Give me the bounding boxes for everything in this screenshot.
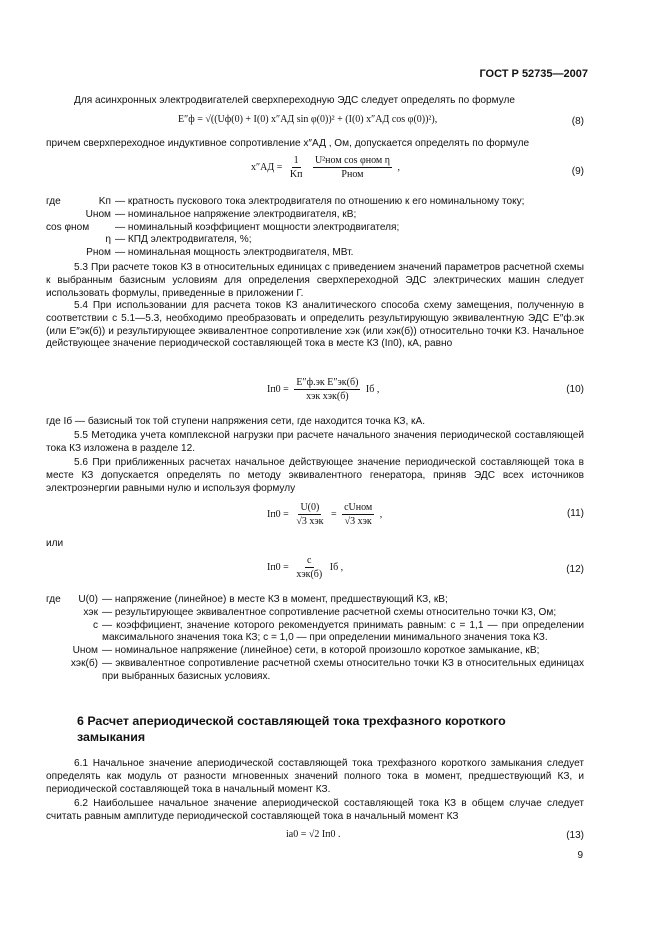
equation-11-fraction-a xyxy=(294,502,325,527)
legend-row xyxy=(46,196,584,209)
legend-symbol: xэк xyxy=(83,606,98,618)
equation-9-fraction-b xyxy=(313,155,392,180)
equation-11 xyxy=(267,502,382,527)
legend-text: — результирующее эквивалентное сопротивление расчетной схемы относительно точки КЗ, Ом; xyxy=(102,606,557,618)
legend-symbol: Pном xyxy=(86,247,111,259)
equation-10 xyxy=(267,377,379,402)
paragraph-5-4: 5.4 При использовании для расчета токов КЗ аналитического способа схему замещения, полученную в соответствии с 5.1—5.3, необходимо преобразовать и определить результирующую эквивалентную ЭДС E″ф.эк (или E″эк(б)) и результирующее эквивалентное сопротивление xэк (или xэк(б)) относительно точки КЗ. Начальное действующее значение периодической составляющей тока в месте КЗ (Iп0), кА, равно xyxy=(46,300,584,350)
legend-text: — номинальное напряжение (линейное) сети, в которой произошло короткое замыкание, кВ; xyxy=(102,645,540,657)
legend-motor-parameters xyxy=(46,196,584,260)
equation-9-lhs: x″АД = xyxy=(251,161,283,173)
equation-number-10: (10) xyxy=(566,384,584,395)
paragraph-6-1: 6.1 Начальное значение апериодической составляющей тока трехфазного короткого замыкания следует определять как модуль от разности мгновенных значений полного тока в момент, предшествующий КЗ, и периодической составляющей тока в начальный момент КЗ. xyxy=(46,758,584,795)
equation-11-equals: = xyxy=(330,508,337,520)
legend-text: — кратность пускового тока электродвигателя по отношению к его номинальному току; xyxy=(115,196,525,207)
equation-11-fraction-a-denominator: √3 xэк xyxy=(296,516,324,527)
legend-symbol: xэк(б) xyxy=(70,657,98,669)
equation-11-tail: , xyxy=(379,508,383,520)
legend-text: — напряжение (линейное) в месте КЗ в момент, предшествующий КЗ, кВ; xyxy=(102,594,448,605)
legend-symbol: η xyxy=(105,234,111,246)
equation-number-13: (13) xyxy=(566,830,584,841)
paragraph-reactance-intro: причем сверхпереходное индуктивное сопротивление x″АД , Ом, допускается определять по формуле xyxy=(46,138,530,149)
paragraph-emf-intro: Для асинхронных электродвигателей сверхпереходную ЭДС следует определять по формуле xyxy=(74,95,516,106)
document-header: ГОСТ Р 52735—2007 xyxy=(479,68,588,80)
equation-12-denominator: xэк(б) xyxy=(296,569,323,580)
legend-equivalent-generator xyxy=(46,594,584,684)
legend-text: — эквивалентное сопротивление расчетной схемы относительно точки КЗ в относительных единицах при выбранных базисных условиях. xyxy=(102,657,584,682)
equation-10-numerator: E″ф.эк E″эк(б) xyxy=(296,377,359,388)
equation-9 xyxy=(251,155,400,180)
legend-row xyxy=(46,620,584,646)
equation-9-fraction-a xyxy=(288,155,305,180)
equation-9-tail: , xyxy=(397,161,400,173)
legend-text: — номинальное напряжение электродвигателя, кВ; xyxy=(115,208,357,220)
legend-symbol: Uном xyxy=(85,208,111,220)
legend-row xyxy=(46,607,584,620)
legend-prefix xyxy=(46,607,70,620)
legend-row xyxy=(46,645,584,658)
equation-9-fraction-b-numerator: U²ном cos φном η xyxy=(314,155,390,166)
equation-11-fraction-b xyxy=(342,502,374,527)
legend-prefix xyxy=(46,658,70,684)
paragraph-6-2: 6.2 Наибольшее начальное значение апериодической составляющей тока КЗ в общем случае следует считать равным амплитуде периодической составляющей тока в начальный момент КЗ xyxy=(46,798,584,822)
legend-prefix xyxy=(46,247,70,260)
legend-symbol: c xyxy=(92,619,98,631)
equation-12 xyxy=(267,555,343,580)
equation-12-fraction xyxy=(294,555,324,580)
equation-12-lhs: Iп0 = xyxy=(267,561,289,573)
paragraph-base-current: где Iб — базисный ток той ступени напряжения сети, где находится точка КЗ, кА. xyxy=(46,416,426,427)
legend-row xyxy=(46,594,584,607)
equation-9-fraction-a-numerator: 1 xyxy=(293,155,299,166)
equation-10-tail: Iб , xyxy=(365,383,380,395)
legend-prefix xyxy=(46,209,70,222)
paragraph-5-6: 5.6 При приближенных расчетах начальное действующее значение периодической составляющей тока в месте КЗ допускается определять по методу эквивалентного генератора, приняв ЭДС всех источников электроэнергии равными нулю и используя формулу xyxy=(46,457,584,494)
equation-11-fraction-b-denominator: √3 xэк xyxy=(344,516,372,527)
legend-symbol: Uном xyxy=(72,645,98,657)
legend-row xyxy=(46,209,584,222)
equation-11-fraction-b-numerator: cUном xyxy=(344,502,373,513)
paragraph-5-3: 5.3 При расчете токов КЗ в относительных единицах с приведением значений параметров расчетной схемы к выбранным базисным условиям для определения сверхпереходной ЭДС электрических машин следует использовать формулы, приведенные в приложении Г. xyxy=(46,262,584,299)
equation-12-numerator: c xyxy=(307,555,312,566)
legend-row xyxy=(46,658,584,684)
legend-row xyxy=(46,234,584,247)
legend-prefix xyxy=(46,645,70,658)
paragraph-or: или xyxy=(46,538,64,549)
equation-10-denominator: xэк xэк(б) xyxy=(306,391,349,402)
legend-prefix: где xyxy=(46,594,61,605)
equation-10-lhs: Iп0 = xyxy=(267,383,289,395)
equation-12-tail: Iб , xyxy=(329,561,344,573)
legend-text: — КПД электродвигателя, %; xyxy=(115,234,252,246)
legend-symbol: cos φном xyxy=(46,221,90,233)
equation-number-8: (8) xyxy=(571,116,584,127)
equation-number-9: (9) xyxy=(571,166,584,177)
legend-symbol: Kп xyxy=(98,196,111,207)
equation-10-fraction xyxy=(294,377,360,402)
legend-text: — коэффициент, значение которого рекомендуется принимать равным: c = 1,1 — при определении максимального значения тока КЗ; c = 1,0 — при определении минимального значения тока КЗ. xyxy=(102,619,584,644)
equation-13: iа0 = √2 Iп0 . xyxy=(286,829,341,840)
paragraph-5-5: 5.5 Методика учета комплексной нагрузки при расчете начального значения периодической составляющей тока КЗ изложена в разделе 12. xyxy=(46,430,584,454)
legend-row xyxy=(46,247,584,260)
equation-8: E″ф = √((Uф(0) + I(0) x″АД sin φ(0))² + (I(0) x″АД cos φ(0))²), xyxy=(178,114,438,125)
section-6-heading: 6 Расчет апериодической составляющей тока трехфазного короткого замыкания xyxy=(77,714,506,744)
equation-9-fraction-a-denominator: Kп xyxy=(289,169,303,180)
page-number: 9 xyxy=(577,850,583,861)
equation-11-lhs: Iп0 = xyxy=(267,508,289,520)
equation-number-11: (11) xyxy=(566,508,584,519)
equation-number-12: (12) xyxy=(566,564,584,575)
equation-9-fraction-b-denominator: Pном xyxy=(341,169,364,180)
legend-symbol: U(0) xyxy=(78,594,98,605)
legend-prefix xyxy=(46,620,70,646)
legend-prefix: где xyxy=(46,196,61,207)
legend-text: — номинальная мощность электродвигателя, МВт. xyxy=(115,247,354,259)
legend-row xyxy=(46,222,584,235)
legend-prefix xyxy=(46,234,70,247)
legend-text: — номинальный коэффициент мощности электродвигателя; xyxy=(115,221,400,233)
equation-11-fraction-a-numerator: U(0) xyxy=(300,502,320,513)
